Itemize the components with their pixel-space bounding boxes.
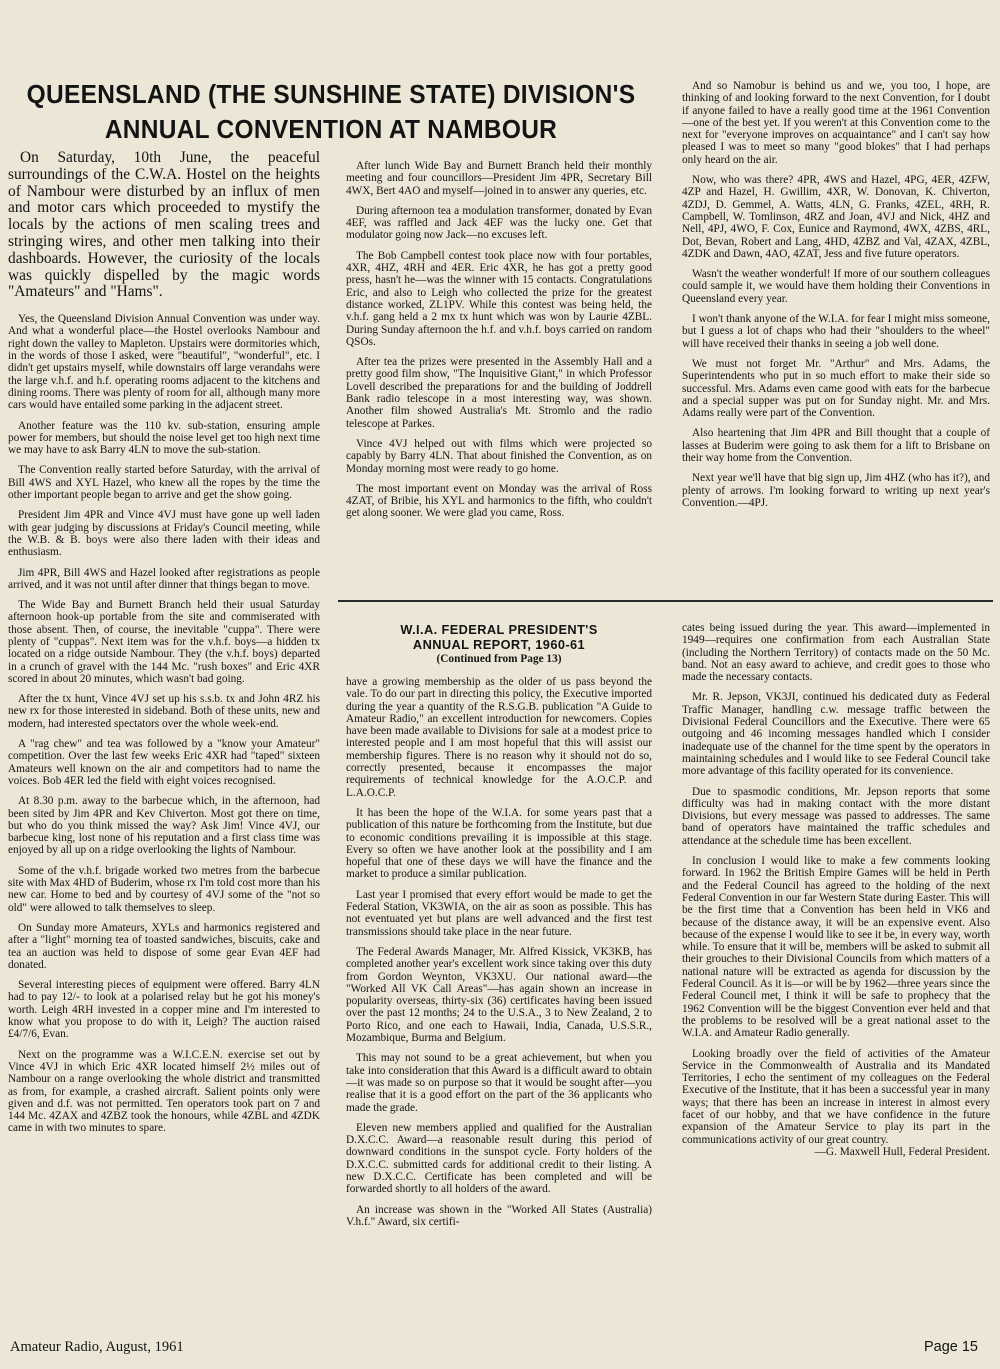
paragraph: Now, who was there? 4PR, 4WS and Hazel, 4PG, 4ER, 4ZFW, 4ZP and Hazel, H. Gwillim, 4XR, W. Donovan, K. Chiverton, 4ZDJ, D. Gemmel, A. Watts, 4LN, G. Franks, 4ZEL, 4RH, R. Campbell, W. Tomlinson, 4RZ and Joan, 4VJ and Nick, 4HZ and Nell, 4PJ, 4WO, F. Cox, Eunice and Raymond, 4WX, 4ZBS, 4RL, Dot, Bevan, Robert and Lang, 4HD, 4ZBZ and Val, 4ZAX, 4ZBL, 4ZDK and Dawn, 4AO, 4ZAT, Jess and five future operators.	[682, 174, 990, 260]
paragraph: Jim 4PR, Bill 4WS and Hazel looked after registrations as people arrived, and it was not until after dinner that things began to move.	[8, 566, 320, 591]
article-headline	[21, 78, 641, 148]
paragraph: After lunch Wide Bay and Burnett Branch held their monthly meeting and four councillors—President Jim 4PR, Secretary Bill 4WX, Bert 4AO and myself—joined in to answer any queries, etc.	[346, 160, 652, 197]
headline-line-1: QUEENSLAND (THE SUNSHINE STATE) DIVISION'S	[26, 81, 636, 109]
paragraph: Looking broadly over the field of activities of the Amateur Service in the Commonwealth of Australia and its Mandated Territories, I echo the sentiment of my colleagues on the Federal Executive of the Institute, that it has been a successful year in many ways; that there has been an increase in interest in almost every facet of our hobby, and that we have confidence in the future expansion of the Amateur Service to play its part in the communications activity of our great country.	[682, 1047, 990, 1146]
paragraph: Next on the programme was a W.I.C.E.N. exercise set out by Vince 4VJ in which Eric 4XR located himself 2½ miles out of Nambour on a range overlooking the whole district and transmitted as from, for example, a crashed aircraft. Salient points only were given and d.f. was not permitted. Ten operators took part on 7 and 144 Mc. 4ZAX and 4ZBZ took the honours, while 4ZBL and 4ZDK came in with two minutes to spare.	[8, 1048, 320, 1135]
paragraph: Also heartening that Jim 4PR and Bill thought that a couple of lasses at Buderim were going to ask them for a lift to Brisbane on their way home from the Convention.	[682, 427, 990, 465]
paragraph: The Bob Campbell contest took place now with four portables, 4XR, 4HZ, 4RH and 4ER. Eric 4XR, he has got a pretty good press, hasn't he—was the winner with 15 contacts. Congratulations Eric, and also to Leigh who collected the prize for the greatest distance worked, ZL1PV. While this contest was being held, the v.h.f. gang held a 2 mx tx hunt which was won by Laurie 4ZBL. During Sunday afternoon the h.f. and v.h.f. boys carried on random QSOs.	[346, 249, 652, 348]
paragraph: And so Namobur is behind us and we, you too, I hope, are thinking of and looking forward to the next Convention, for I doubt if anyone failed to have a really good time at the 1961 Convention—one of the best yet. If you weren't at this Convention come to the next for "everyone improves on acquaintance" and I can't say how pleased I was to meet so many "good blokes" that I had perhaps only heard on the air.	[682, 80, 990, 166]
paragraph: Eleven new members applied and qualified for the Australian D.X.C.C. Award—a reasonable result during this period of downward conditions in the sunspot cycle. Forty holders of the D.X.C.C. submitted cards for additional credit to their listing. A new D.X.C.C. Certificate has been completed and will be forwarded shortly to all holders of the award.	[346, 1121, 652, 1196]
paragraph: Some of the v.h.f. brigade worked two metres from the barbecue site with Max 4HD of Buderim, whose rx I'm told cost more than his new car. Home to bed and by courtesy of 4VJ some of the "not so old" were allowed to talk themselves to sleep.	[8, 864, 320, 914]
paragraph: Mr. R. Jepson, VK3JI, continued his dedicated duty as Federal Traffic Manager, handling c.w. message traffic between the Divisional Federal Councillors and the Executive. There were 65 outgoing and 46 incoming messages handled which I consider inadequate use of the channel for the time spent by the operators in maintaining schedules and I would like to see Federal Council take more advantage of this facility operated for its convenience.	[682, 691, 990, 778]
paragraph: Another feature was the 110 kv. sub-station, ensuring ample power for members, but should the noise level get too high next time we may have to ask Barry 4LN to move the sub-station.	[8, 419, 320, 457]
paragraph: have a growing membership as the older of us pass beyond the vale. To do our part in directing this policy, the Executive imported during the year a quantity of the R.S.G.B. publication "A Guide to Amateur Radio," an excellent introduction for newcomers. Copies have been made available to Divisions for sale at a modest price to interested people and I am most hopeful that this will assist our membership figures. There is no reason why it should not do so, correctly presented, because it encompasses the major requirements of technical knowledge for the A.O.C.P. and L.A.O.C.P.	[346, 676, 652, 799]
paragraph: After tea the prizes were presented in the Assembly Hall and a pretty good film show, "The Inquisitive Giant," in which Professor Lovell described the preparations for and the building of Joddrell Bank radio telescope in a most interesting way, was shown. Another film showed Australia's Mt. Stromlo and the radio telescope at Parkes.	[346, 356, 652, 430]
report-column-2	[682, 622, 990, 1330]
paragraph: Several interesting pieces of equipment were offered. Barry 4LN had to pay 12/- to look at a polarised relay but he got his money's worth. Leigh 4RH invested in a copper mine and I'm interested to know what you propose to do with it, Leigh? The auction raised £4/7/6, Evan.	[8, 979, 320, 1041]
paragraph: The Wide Bay and Burnett Branch held their usual Saturday afternoon hook-up portable from the site and commiserated with those absent. Then, of course, the inevitable "cuppa". There were plenty of "cuppas". Next item was for the v.h.f. boys—a hidden tx located on a ridge outside Nambour. They (the v.h.f. boys) departed in a crunch of gravel with the 144 Mc. "rush boxes" and Eric 4XR scored in about 20 minutes, which wasn't bad going.	[8, 599, 320, 685]
report-title-line-1: W.I.A. FEDERAL PRESIDENT'S	[400, 622, 598, 637]
continued-note: (Continued from Page 13)	[436, 653, 562, 665]
paragraph: During afternoon tea a modulation transformer, donated by Evan 4EF, was raffled and Jack 4EF was the lucky one. Get that modulator going now Jack—no excuses left.	[346, 204, 652, 242]
lead-paragraph-block	[8, 150, 320, 301]
paragraph: On Sunday more Amateurs, XYLs and harmonics registered and after a "light" morning tea of toasted sandwiches, biscuits, cake and tea an auction was held to dispose of some gear Evan 4EF had donated.	[8, 921, 320, 971]
paragraph: After the tx hunt, Vince 4VJ set up his s.s.b. tx and John 4RZ his new rx for those interested in sideband. Both of these units, new and modern, had interested spectators over the whole week-end.	[8, 693, 320, 730]
paragraph: An increase was shown in the "Worked All States (Australia) V.h.f." Award, six certifi-	[346, 1203, 652, 1228]
convention-column-1	[8, 150, 320, 1330]
paragraph: The Federal Awards Manager, Mr. Alfred Kissick, VK3KB, has completed another year's excellent work since taking over this duty from Gordon Weynton, VK3XU. Our national award—the "Worked All VK Call Areas"—has again shown an increase in popularity overseas, thirty-six (36) certificates having been issued over the past 12 months; 24 to the U.S.A., 3 to New Zealand, 2 to Porto Rico, and one each to Hawaii, India, Canada, U.S.S.R., Mozambique, Burma and Belgium.	[346, 945, 652, 1045]
paragraph: President Jim 4PR and Vince 4VJ must have gone up well laden with gear judging by discussions at Friday's Council meeting, while the W.B. & B. boys were also there laden with their ideas and enthusiasm.	[8, 509, 320, 559]
paragraph: We must not forget Mr. "Arthur" and Mrs. Adams, the Superintendents who put in so much effort to make their side so successful. Mrs. Adams even came good with eats for the barbecue and a special supper was put on for Sunday night. Mr. and Mrs. Adams really were part of the Convention.	[682, 357, 990, 420]
signoff-paragraph: Next year we'll have that big sign up, Jim 4HZ (who has it?), and plenty of arrows. I'm looking forward to writing up next year's Convention.—4PJ.	[682, 472, 990, 509]
paragraph: A "rag chew" and tea was followed by a "know your Amateur" competition. Over the last few weeks Eric 4XR had "taped" sixteen Amateurs well known on the air and competitors had to name the voices. Bob 4ER led the field with eight voices recognised.	[8, 738, 320, 787]
headline-line-2: ANNUAL CONVENTION AT NAMBOUR	[104, 116, 558, 144]
footer-page-number: Page 15	[923, 1339, 978, 1355]
report-title-line-2: ANNUAL REPORT, 1960-61	[412, 636, 586, 652]
paragraph: This may not sound to be a great achievement, but when you take into consideration that this Award is a difficult award to obtain—it was made so on purpose so that it would be sought after—you realise that it is a good effort on the part of the 36 applicants who made the grade.	[346, 1052, 652, 1114]
paragraph: Wasn't the weather wonderful! If more of our southern colleagues could sample it, we would have them holding their Conventions in Queensland every year.	[682, 268, 990, 305]
lead-paragraph: On Saturday, 10th June, the peaceful surroundings of the C.W.A. Hostel on the heights of Nambour were disturbed by an influx of men and motor cars which proceeded to mystify the locals by the actions of men scaling trees and stringing wires, and other men talking into their dashboards. However, the curiosity of the locals was quickly dispelled by the magic words "Amateurs" and "Hams".	[8, 150, 320, 301]
paragraph: I won't thank anyone of the W.I.A. for fear I might miss someone, but I guess a lot of chaps who had their "shoulders to the wheel" will have received their thanks in seeing a job well done.	[682, 313, 990, 350]
report-column-1	[346, 676, 652, 1330]
convention-column-2	[346, 160, 652, 585]
paragraph: cates being issued during the year. This award—implemented in 1949—requires one confirmation from each Australian State (including the Northern Territory) of contacts made on the 50 Mc. band. Not an easy award to achieve, and credit goes to those who made the necessary contacts.	[682, 622, 990, 684]
convention-column-3	[682, 80, 990, 585]
paragraph: Due to spasmodic conditions, Mr. Jepson reports that some difficulty was had in making contact with the more distant Divisions, but every message was passed to addresses. The same band of operators have maintained the traffic schedules and attendance at the schedule time has been excellent.	[682, 785, 990, 847]
paragraph: In conclusion I would like to make a few comments looking forward. In 1962 the British Empire Games will be held in Perth and the Federal Council has agreed to the holding of the next Federal Convention in our far Western State during Easter. This will be the first time that a Convention has been held in VK6 and because of the distance away, it will be an expensive event. Also because of the expense I would like to see it be, in every way, worth while. To ensure that it will be, members will be asked to submit all their grouches to their Divisional Councils from which matters of a national nature will be extracted as agenda for discussion by the Federal Council. As it is—or will be by 1962—three years since the Federal Council met, I think it will be safe to prophecy that the 1962 Convention will be the biggest Convention ever held and that the problems to be resolved will be a great national asset to the W.I.A. and Amateur Radio generally.	[682, 855, 990, 1040]
paragraph: Last year I promised that every effort would be made to get the Federal Station, VK3WIA, on the air as soon as possible. This has not eventuated yet but plans are well advanced and the first test transmissions should take place in the near future.	[346, 888, 652, 938]
paragraph: At 8.30 p.m. away to the barbecue which, in the afternoon, had been sited by Jim 4PR and Kev Chiverton. Most got there on time, but who do you think missed the way? Ask Jim! Vince 4VJ, our barbecue king, lost none of his reputation and a first class time was enjoyed by all up on a ridge overlooking the lights of Nambour.	[8, 795, 320, 857]
paragraph: The Convention really started before Saturday, with the arrival of Bill 4WS and XYL Hazel, who knew all the ropes by the time the other important people began to arrive and get the show going.	[8, 464, 320, 502]
paragraph: The most important event on Monday was the arrival of Ross 4ZAT, of Bribie, his XYL and harmonics to the fifth, who couldn't get along sooner. We were glad you came, Ross.	[346, 482, 652, 520]
report-signoff: —G. Maxwell Hull, Federal President.	[814, 1145, 990, 1158]
footer-publication: Amateur Radio, August, 1961	[10, 1339, 184, 1355]
paragraph: Yes, the Queensland Division Annual Convention was under way. And what a wonderful place—the Hostel overlooks Nambour and right down the valley to Mapleton. Upstairs were dormitories which, in the words of those I asked, were "beautiful", "wonderful", etc. I didn't get upstairs myself, while downstairs off large verandahs were the large v.h.f. and h.f. operating rooms adjacent to the kitchens and dining rooms. There was plenty of room for all, although many more cars would have entailed some parking in the adjacent street.	[8, 313, 320, 412]
paragraph: It has been the hope of the W.I.A. for some years past that a publication of this nature be forthcoming from the Institute, but due to economic conditions prevailing it is impossible at this stage. Every so often we have another look at the possibility and I am hopeful that one of these days we will have the finance and the market to produce a similar publication.	[346, 806, 652, 881]
report-headline	[346, 623, 652, 652]
section-divider	[338, 600, 993, 602]
paragraph: Vince 4VJ helped out with films which were projected so capably by Barry 4LN. That about finished the Convention, as on Monday morning most were ready to go home.	[346, 437, 652, 475]
